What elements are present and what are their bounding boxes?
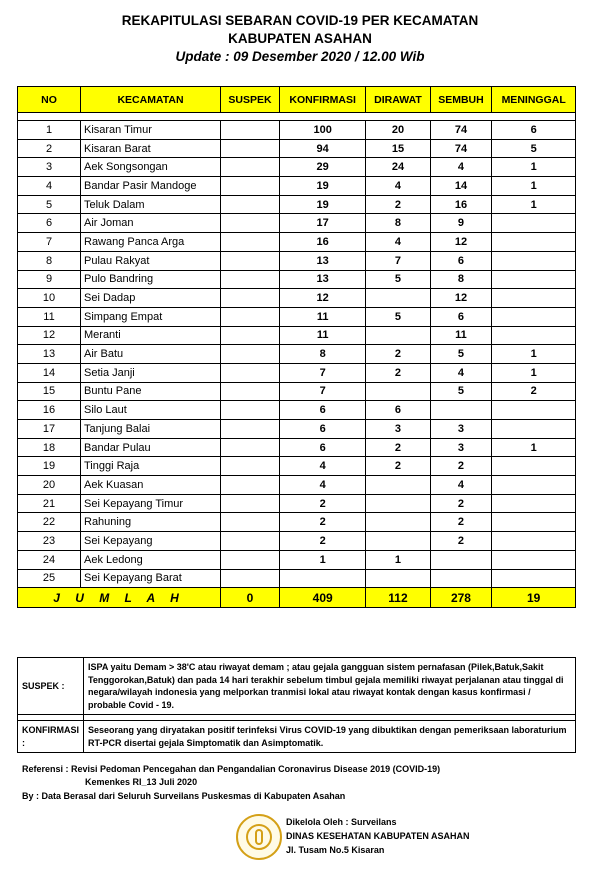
cell-meninggal: 1 bbox=[492, 345, 576, 364]
cell-dirawat bbox=[366, 476, 430, 495]
cell-sembuh: 4 bbox=[430, 363, 492, 382]
cell-no: 7 bbox=[18, 233, 81, 252]
cell-kecamatan: Pulau Rakyat bbox=[81, 251, 221, 270]
surveilans-logo-icon bbox=[236, 814, 282, 860]
cell-meninggal: 1 bbox=[492, 177, 576, 196]
cell-kecamatan: Buntu Pane bbox=[81, 382, 221, 401]
total-row bbox=[18, 588, 576, 608]
footer-agency: DINAS KESEHATAN KABUPATEN ASAHAN bbox=[286, 831, 470, 841]
cell-no: 17 bbox=[18, 420, 81, 439]
table-row bbox=[18, 476, 576, 495]
cell-dirawat: 24 bbox=[366, 158, 430, 177]
cell-konfirmasi: 6 bbox=[279, 401, 365, 420]
cell-sembuh bbox=[430, 550, 492, 569]
cell-kecamatan: Sei Kepayang Barat bbox=[81, 569, 221, 588]
cell-meninggal: 1 bbox=[492, 363, 576, 382]
total-meninggal: 19 bbox=[492, 588, 576, 608]
cell-suspek bbox=[221, 420, 280, 439]
total-label: J U M L A H bbox=[18, 588, 221, 608]
cell-suspek bbox=[221, 251, 280, 270]
cell-suspek bbox=[221, 345, 280, 364]
cell-kecamatan: Kisaran Timur bbox=[81, 121, 221, 140]
cell-meninggal bbox=[492, 270, 576, 289]
cell-konfirmasi: 6 bbox=[279, 438, 365, 457]
cell-suspek bbox=[221, 158, 280, 177]
cell-suspek bbox=[221, 382, 280, 401]
total-sembuh: 278 bbox=[430, 588, 492, 608]
cell-sembuh: 6 bbox=[430, 307, 492, 326]
reference-line-1: Referensi : Revisi Pedoman Pencegahan dan Pengandalian Coronavirus Disease 2019 (COVID-19) bbox=[22, 764, 441, 774]
cell-dirawat bbox=[366, 569, 430, 588]
cell-konfirmasi: 4 bbox=[279, 476, 365, 495]
konfirmasi-text: Seseorang yang diryatakan positif terinfeksi Virus COVID-19 yang dibuktikan dengan pemeriksaan laboraturium RT-PCR disertai gejala Simptomatik dan Asimptomatik. bbox=[84, 721, 576, 753]
cell-meninggal bbox=[492, 214, 576, 233]
cell-kecamatan: Rahuning bbox=[81, 513, 221, 532]
cell-meninggal bbox=[492, 550, 576, 569]
table-spacer bbox=[18, 113, 576, 121]
cell-konfirmasi: 16 bbox=[279, 233, 365, 252]
table-row bbox=[18, 438, 576, 457]
update-timestamp: Update : 09 Desember 2020 / 12.00 Wib bbox=[175, 49, 425, 64]
cell-suspek bbox=[221, 532, 280, 551]
cell-sembuh: 12 bbox=[430, 289, 492, 308]
cell-konfirmasi: 94 bbox=[279, 139, 365, 158]
cell-suspek bbox=[221, 177, 280, 196]
table-row bbox=[18, 270, 576, 289]
cell-konfirmasi: 13 bbox=[279, 270, 365, 289]
cell-konfirmasi: 7 bbox=[279, 382, 365, 401]
cell-no: 25 bbox=[18, 569, 81, 588]
table-row bbox=[18, 289, 576, 308]
cell-konfirmasi: 13 bbox=[279, 251, 365, 270]
cell-suspek bbox=[221, 457, 280, 476]
cell-dirawat: 4 bbox=[366, 177, 430, 196]
cell-no: 23 bbox=[18, 532, 81, 551]
cell-dirawat: 4 bbox=[366, 233, 430, 252]
cell-sembuh: 74 bbox=[430, 121, 492, 140]
cell-meninggal bbox=[492, 532, 576, 551]
cell-kecamatan: Sei Kepayang bbox=[81, 532, 221, 551]
cell-meninggal: 2 bbox=[492, 382, 576, 401]
cell-konfirmasi: 12 bbox=[279, 289, 365, 308]
table-row bbox=[18, 326, 576, 345]
konfirmasi-label: KONFIRMASI : bbox=[18, 721, 84, 753]
cell-kecamatan: Sei Kepayang Timur bbox=[81, 494, 221, 513]
cell-kecamatan: Bandar Pasir Mandoge bbox=[81, 177, 221, 196]
cell-meninggal bbox=[492, 513, 576, 532]
col-header-konfirmasi: KONFIRMASI bbox=[279, 87, 365, 113]
cell-no: 18 bbox=[18, 438, 81, 457]
cell-meninggal bbox=[492, 307, 576, 326]
cell-meninggal bbox=[492, 476, 576, 495]
cell-dirawat: 8 bbox=[366, 214, 430, 233]
cell-kecamatan: Teluk Dalam bbox=[81, 195, 221, 214]
table-row bbox=[18, 494, 576, 513]
cell-dirawat: 5 bbox=[366, 307, 430, 326]
cell-kecamatan: Aek Ledong bbox=[81, 550, 221, 569]
cell-suspek bbox=[221, 550, 280, 569]
cell-dirawat: 20 bbox=[366, 121, 430, 140]
table-row bbox=[18, 550, 576, 569]
cell-meninggal bbox=[492, 289, 576, 308]
table-row bbox=[18, 401, 576, 420]
cell-kecamatan: Silo Laut bbox=[81, 401, 221, 420]
reference-line-2: Kemenkes RI_13 Juli 2020 bbox=[85, 777, 198, 787]
cell-no: 24 bbox=[18, 550, 81, 569]
cell-konfirmasi: 11 bbox=[279, 307, 365, 326]
cell-meninggal bbox=[492, 233, 576, 252]
cell-suspek bbox=[221, 195, 280, 214]
cell-no: 12 bbox=[18, 326, 81, 345]
cell-kecamatan: Tanjung Balai bbox=[81, 420, 221, 439]
definitions-table bbox=[17, 657, 576, 753]
cell-no: 9 bbox=[18, 270, 81, 289]
cell-konfirmasi: 19 bbox=[279, 177, 365, 196]
cell-kecamatan: Tinggi Raja bbox=[81, 457, 221, 476]
cell-meninggal bbox=[492, 569, 576, 588]
cell-dirawat: 2 bbox=[366, 345, 430, 364]
cell-no: 16 bbox=[18, 401, 81, 420]
cell-konfirmasi: 2 bbox=[279, 532, 365, 551]
cell-suspek bbox=[221, 569, 280, 588]
col-header-dirawat: DIRAWAT bbox=[366, 87, 430, 113]
suspek-label: SUSPEK : bbox=[18, 658, 84, 715]
cell-no: 6 bbox=[18, 214, 81, 233]
cell-no: 8 bbox=[18, 251, 81, 270]
cell-meninggal: 1 bbox=[492, 438, 576, 457]
cell-sembuh: 2 bbox=[430, 457, 492, 476]
cell-no: 11 bbox=[18, 307, 81, 326]
cell-dirawat bbox=[366, 494, 430, 513]
cell-suspek bbox=[221, 513, 280, 532]
cell-konfirmasi: 4 bbox=[279, 457, 365, 476]
table-row bbox=[18, 569, 576, 588]
cell-konfirmasi: 100 bbox=[279, 121, 365, 140]
cell-konfirmasi: 8 bbox=[279, 345, 365, 364]
cell-kecamatan: Meranti bbox=[81, 326, 221, 345]
cell-meninggal: 1 bbox=[492, 158, 576, 177]
cell-dirawat: 2 bbox=[366, 363, 430, 382]
cell-meninggal: 6 bbox=[492, 121, 576, 140]
report-subtitle: KABUPATEN ASAHAN bbox=[228, 31, 372, 46]
cell-dirawat: 7 bbox=[366, 251, 430, 270]
cell-dirawat: 2 bbox=[366, 438, 430, 457]
cell-sembuh: 9 bbox=[430, 214, 492, 233]
table-body bbox=[18, 113, 576, 588]
table-row bbox=[18, 233, 576, 252]
table-row bbox=[18, 214, 576, 233]
table-row bbox=[18, 457, 576, 476]
cell-suspek bbox=[221, 270, 280, 289]
cell-suspek bbox=[221, 494, 280, 513]
cell-meninggal bbox=[492, 494, 576, 513]
cell-sembuh: 2 bbox=[430, 513, 492, 532]
suspek-text: ISPA yaitu Demam > 38'C atau riwayat demam ; atau gejala gangguan sistem pernafasan (Pilek,Batuk,Sakit Tenggorokan,Batuk) dan pada 14 hari terakhir sebelum timbul gejala memiliki riwayat perjalanan atau tinggal di negara/wilayah indonesia yang melporkan tranmisi lokal atau riwayat kontak dengan kasus konfirmasi / probable Covid - 19. bbox=[84, 658, 576, 715]
cell-sembuh bbox=[430, 569, 492, 588]
cell-sembuh: 11 bbox=[430, 326, 492, 345]
cell-dirawat: 2 bbox=[366, 195, 430, 214]
cell-meninggal: 5 bbox=[492, 139, 576, 158]
cell-meninggal bbox=[492, 326, 576, 345]
table-header-row bbox=[18, 87, 576, 113]
col-header-meninggal: MENINGGAL bbox=[492, 87, 576, 113]
table-row bbox=[18, 307, 576, 326]
cell-konfirmasi: 19 bbox=[279, 195, 365, 214]
cell-suspek bbox=[221, 289, 280, 308]
cell-suspek bbox=[221, 307, 280, 326]
col-header-suspek: SUSPEK bbox=[221, 87, 280, 113]
cell-no: 1 bbox=[18, 121, 81, 140]
cell-konfirmasi: 29 bbox=[279, 158, 365, 177]
table-row bbox=[18, 532, 576, 551]
data-source: By : Data Berasal dari Seluruh Surveilans Puskesmas di Kabupaten Asahan bbox=[22, 791, 346, 801]
cell-suspek bbox=[221, 476, 280, 495]
cell-meninggal bbox=[492, 420, 576, 439]
cell-no: 3 bbox=[18, 158, 81, 177]
footer bbox=[236, 812, 486, 868]
cell-sembuh: 6 bbox=[430, 251, 492, 270]
cell-suspek bbox=[221, 121, 280, 140]
cell-meninggal bbox=[492, 401, 576, 420]
table-row bbox=[18, 345, 576, 364]
table-row bbox=[18, 177, 576, 196]
cell-no: 19 bbox=[18, 457, 81, 476]
cell-suspek bbox=[221, 401, 280, 420]
cell-sembuh: 12 bbox=[430, 233, 492, 252]
cell-kecamatan: Pulo Bandring bbox=[81, 270, 221, 289]
cell-konfirmasi: 1 bbox=[279, 550, 365, 569]
cell-meninggal: 1 bbox=[492, 195, 576, 214]
cell-dirawat: 1 bbox=[366, 550, 430, 569]
cell-kecamatan: Simpang Empat bbox=[81, 307, 221, 326]
total-dirawat: 112 bbox=[366, 588, 430, 608]
cell-kecamatan: Aek Songsongan bbox=[81, 158, 221, 177]
cell-no: 13 bbox=[18, 345, 81, 364]
cell-dirawat: 3 bbox=[366, 420, 430, 439]
table-row bbox=[18, 251, 576, 270]
table-row bbox=[18, 195, 576, 214]
cell-suspek bbox=[221, 214, 280, 233]
cell-kecamatan: Bandar Pulau bbox=[81, 438, 221, 457]
cell-suspek bbox=[221, 438, 280, 457]
cell-sembuh: 74 bbox=[430, 139, 492, 158]
cell-konfirmasi: 11 bbox=[279, 326, 365, 345]
cell-no: 4 bbox=[18, 177, 81, 196]
cell-no: 22 bbox=[18, 513, 81, 532]
footer-managed-by: Dikelola Oleh : Surveilans bbox=[286, 817, 397, 827]
cell-kecamatan: Air Joman bbox=[81, 214, 221, 233]
cell-kecamatan: Kisaran Barat bbox=[81, 139, 221, 158]
cell-no: 2 bbox=[18, 139, 81, 158]
table-row bbox=[18, 420, 576, 439]
cell-sembuh: 4 bbox=[430, 476, 492, 495]
cell-no: 5 bbox=[18, 195, 81, 214]
cell-sembuh bbox=[430, 401, 492, 420]
cell-no: 21 bbox=[18, 494, 81, 513]
report-title: REKAPITULASI SEBARAN COVID-19 PER KECAMATAN bbox=[121, 13, 479, 28]
cell-sembuh: 16 bbox=[430, 195, 492, 214]
footer-address: Jl. Tusam No.5 Kisaran bbox=[286, 845, 385, 855]
cell-konfirmasi: 2 bbox=[279, 513, 365, 532]
total-suspek: 0 bbox=[221, 588, 280, 608]
cell-konfirmasi: 2 bbox=[279, 494, 365, 513]
cell-suspek bbox=[221, 139, 280, 158]
cell-dirawat bbox=[366, 289, 430, 308]
cell-suspek bbox=[221, 233, 280, 252]
table-row bbox=[18, 158, 576, 177]
cell-konfirmasi bbox=[279, 569, 365, 588]
cell-dirawat bbox=[366, 532, 430, 551]
table-row bbox=[18, 513, 576, 532]
table-row bbox=[18, 139, 576, 158]
suspek-definition bbox=[18, 658, 576, 715]
table-row bbox=[18, 382, 576, 401]
konfirmasi-definition bbox=[18, 721, 576, 753]
cell-sembuh: 14 bbox=[430, 177, 492, 196]
cell-konfirmasi: 7 bbox=[279, 363, 365, 382]
cell-kecamatan: Aek Kuasan bbox=[81, 476, 221, 495]
cell-dirawat: 15 bbox=[366, 139, 430, 158]
col-header-no: NO bbox=[18, 87, 81, 113]
cell-suspek bbox=[221, 326, 280, 345]
cell-sembuh: 5 bbox=[430, 382, 492, 401]
cell-kecamatan: Rawang Panca Arga bbox=[81, 233, 221, 252]
footer-text bbox=[286, 815, 470, 857]
reference bbox=[22, 763, 440, 789]
cell-meninggal bbox=[492, 457, 576, 476]
cell-kecamatan: Sei Dadap bbox=[81, 289, 221, 308]
cell-sembuh: 4 bbox=[430, 158, 492, 177]
cell-sembuh: 2 bbox=[430, 494, 492, 513]
cell-dirawat bbox=[366, 326, 430, 345]
cell-dirawat bbox=[366, 513, 430, 532]
table-row bbox=[18, 363, 576, 382]
covid-recap-table bbox=[17, 86, 576, 608]
cell-sembuh: 8 bbox=[430, 270, 492, 289]
col-header-sembuh: SEMBUH bbox=[430, 87, 492, 113]
cell-no: 15 bbox=[18, 382, 81, 401]
cell-no: 20 bbox=[18, 476, 81, 495]
cell-no: 10 bbox=[18, 289, 81, 308]
cell-konfirmasi: 17 bbox=[279, 214, 365, 233]
cell-kecamatan: Setia Janji bbox=[81, 363, 221, 382]
total-konfirmasi: 409 bbox=[279, 588, 365, 608]
cell-sembuh: 3 bbox=[430, 438, 492, 457]
cell-sembuh: 5 bbox=[430, 345, 492, 364]
cell-kecamatan: Air Batu bbox=[81, 345, 221, 364]
col-header-kecamatan: KECAMATAN bbox=[81, 87, 221, 113]
cell-dirawat: 6 bbox=[366, 401, 430, 420]
cell-dirawat: 2 bbox=[366, 457, 430, 476]
cell-no: 14 bbox=[18, 363, 81, 382]
table-row bbox=[18, 121, 576, 140]
report-header bbox=[0, 12, 600, 66]
cell-dirawat: 5 bbox=[366, 270, 430, 289]
cell-konfirmasi: 6 bbox=[279, 420, 365, 439]
cell-dirawat bbox=[366, 382, 430, 401]
cell-sembuh: 2 bbox=[430, 532, 492, 551]
cell-suspek bbox=[221, 363, 280, 382]
cell-sembuh: 3 bbox=[430, 420, 492, 439]
cell-meninggal bbox=[492, 251, 576, 270]
